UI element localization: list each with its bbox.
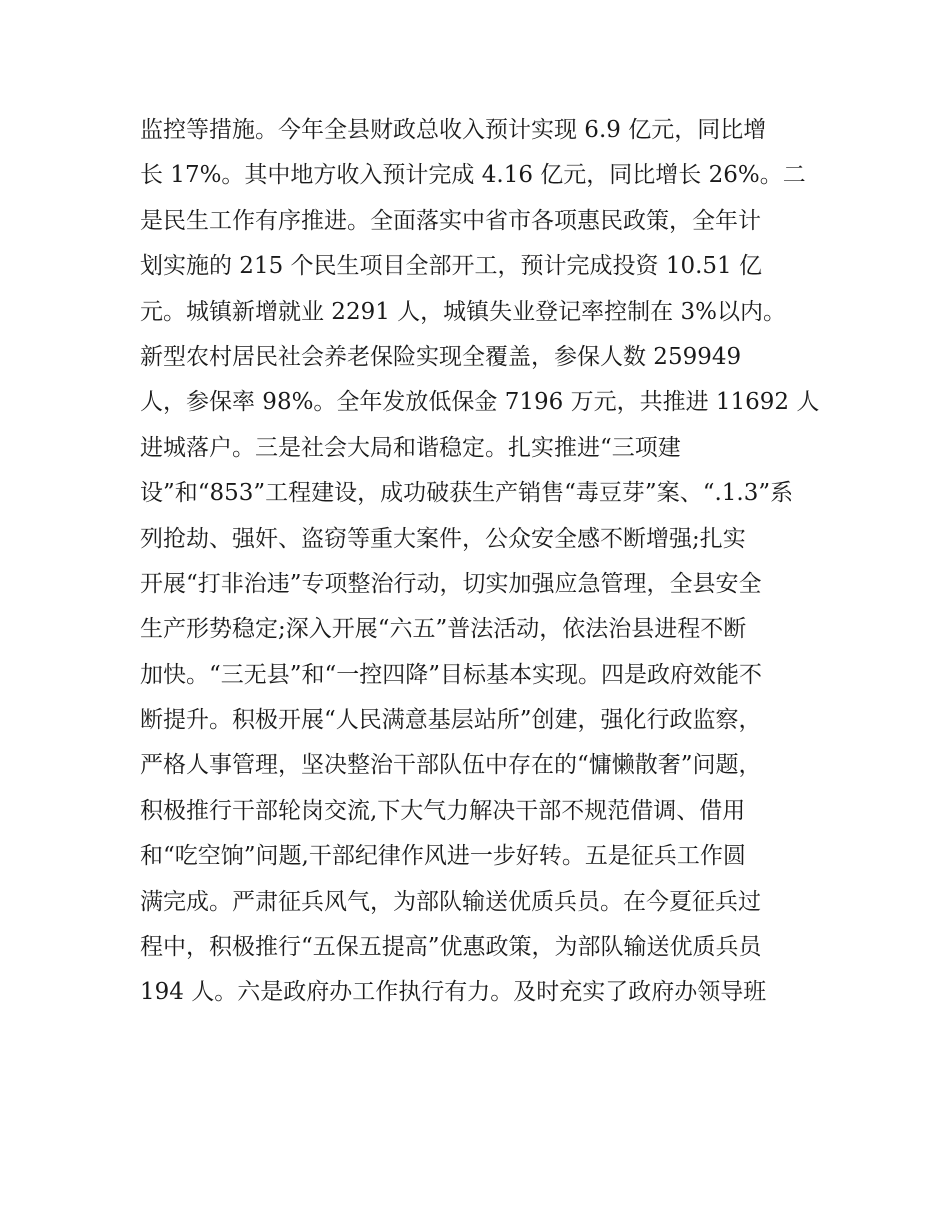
text-line: 人，参保率 98%。全年发放低保金 7196 万元，共推进 11692 人 bbox=[140, 389, 820, 416]
text-line: 是民生工作有序推进。全面落实中省市各项惠民政策，全年计 bbox=[140, 207, 761, 234]
text-line: 积极推行干部轮岗交流,下大气力解决干部不规范借调、借用 bbox=[140, 797, 746, 824]
text-line: 194 人。六是政府办工作执行有力。及时充实了政府办领导班 bbox=[140, 979, 767, 1006]
body-text bbox=[140, 108, 830, 1016]
text-line: 新型农村居民社会养老保险实现全覆盖，参保人数 259949 bbox=[140, 343, 742, 370]
text-line: 加快。“三无县”和“一控四降”目标基本实现。四是政府效能不 bbox=[140, 661, 763, 688]
text-line: 设”和“853”工程建设，成功破获生产销售“毒豆芽”案、“.1.3”系 bbox=[140, 480, 794, 507]
text-line: 断提升。积极开展“人民满意基层站所”创建，强化行政监察， bbox=[140, 707, 762, 734]
text-line: 元。城镇新增就业 2291 人，城镇失业登记率控制在 3%以内。 bbox=[140, 298, 786, 325]
text-line: 列抢劫、强奸、盗窃等重大案件，公众安全感不断增强;扎实 bbox=[140, 525, 746, 552]
text-line: 生产形势稳定;深入开展“六五”普法活动，依法治县进程不断 bbox=[140, 616, 747, 643]
text-line: 程中，积极推行“五保五提高”优惠政策，为部队输送优质兵员 bbox=[140, 934, 762, 961]
text-line: 严格人事管理，坚决整治干部队伍中存在的“慵懒散奢”问题， bbox=[140, 752, 762, 779]
text-line: 开展“打非治违”专项整治行动，切实加强应急管理，全县安全 bbox=[140, 570, 762, 597]
text-line: 进城落户。三是社会大局和谐稳定。扎实推进“三项建 bbox=[140, 434, 681, 461]
text-line: 满完成。严肃征兵风气，为部队输送优质兵员。在今夏征兵过 bbox=[140, 888, 761, 915]
text-line: 划实施的 215 个民生项目全部开工，预计完成投资 10.51 亿 bbox=[140, 253, 762, 280]
text-line: 监控等措施。今年全县财政总收入预计实现 6.9 亿元，同比增 bbox=[140, 117, 767, 143]
text-line: 长 17%。其中地方收入预计完成 4.16 亿元，同比增长 26%。二 bbox=[140, 162, 806, 189]
text-line: 和“吃空饷”问题,干部纪律作风进一步好转。五是征兵工作圆 bbox=[140, 843, 746, 870]
